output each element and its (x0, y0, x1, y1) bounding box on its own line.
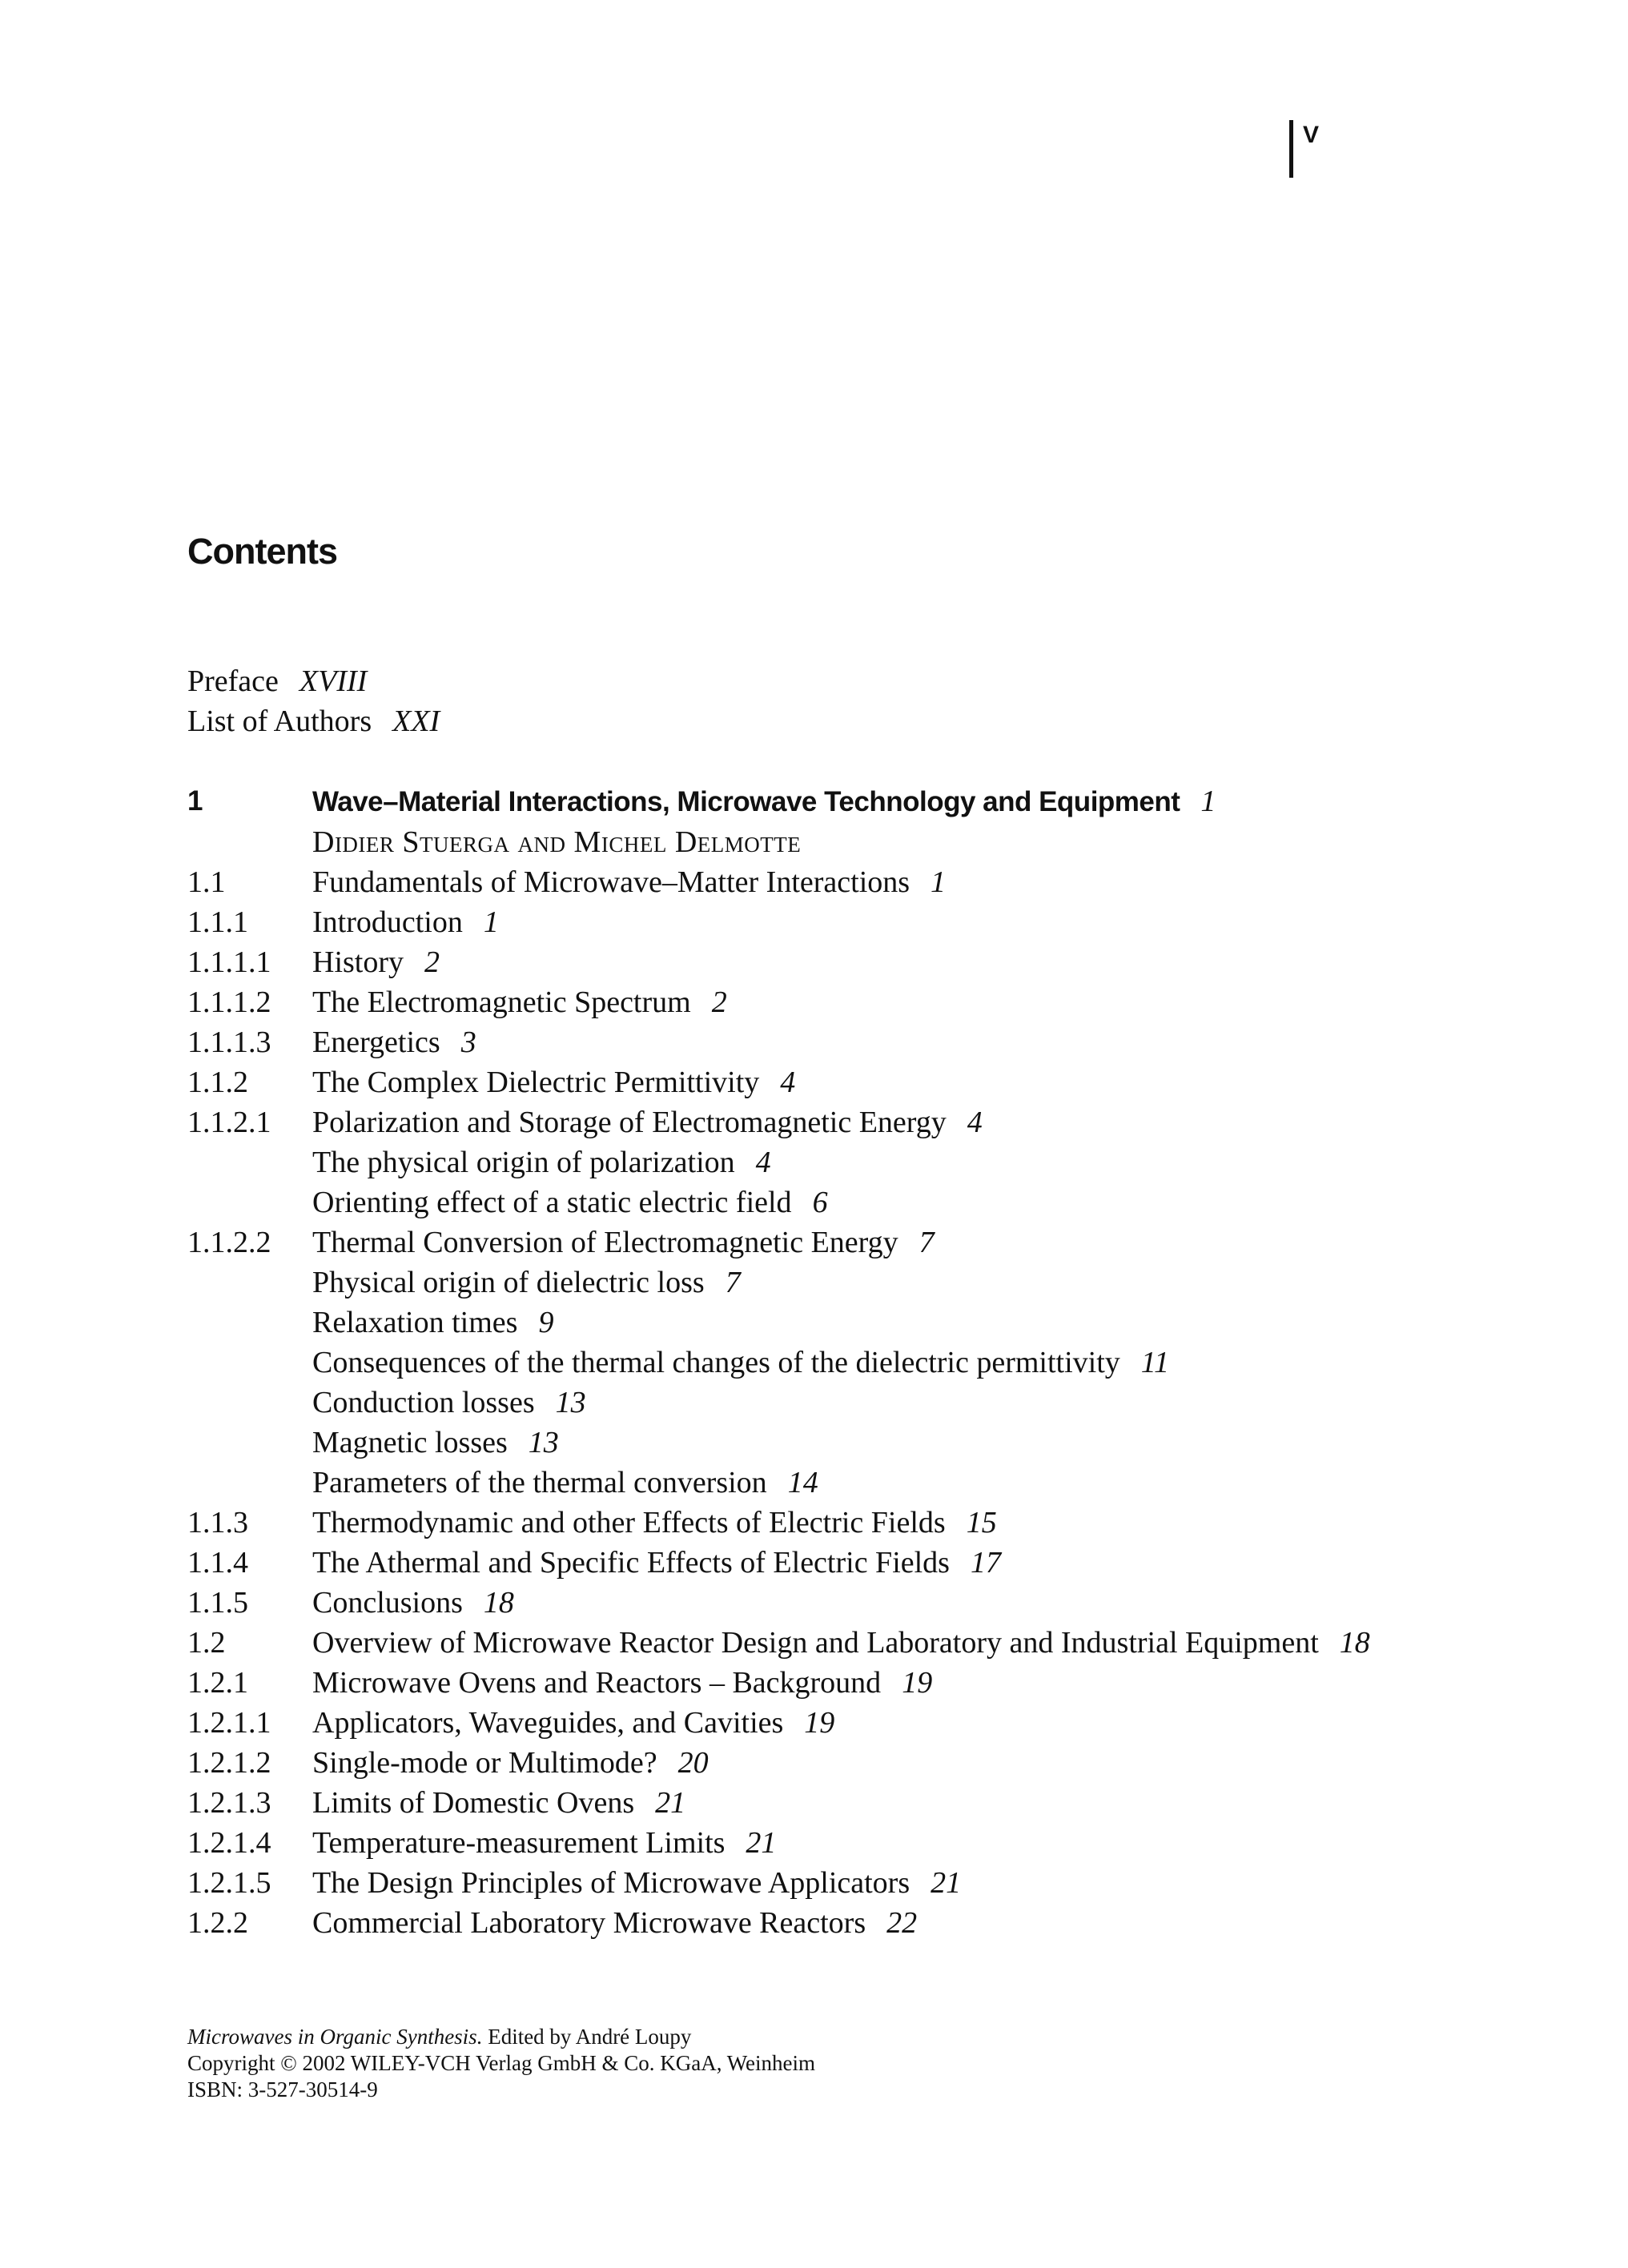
toc-entry-title: The physical origin of polarization (312, 1146, 735, 1179)
footer-isbn: ISBN: 3-527-30514-9 (187, 2077, 378, 2101)
toc-entry-title: Temperature-measurement Limits (312, 1826, 726, 1860)
toc-chapter-heading (187, 781, 1437, 822)
toc-entry-title: Conduction losses (312, 1386, 535, 1419)
toc-entry (187, 1543, 1437, 1583)
toc-entry-body (312, 1142, 1437, 1182)
toc-entry-page: 19 (804, 1706, 835, 1740)
toc-entry-title: Commercial Laboratory Microwave Reactors (312, 1906, 866, 1940)
toc-entry-number (187, 1423, 312, 1463)
toc-entry-number: 1.1.1.1 (187, 945, 271, 979)
toc-entry (187, 1823, 1437, 1863)
toc-entry-page: 15 (966, 1506, 997, 1539)
footer-copyright: Copyright © 2002 WILEY-VCH Verlag GmbH & Co. KGaA, Weinheim (187, 2051, 816, 2075)
toc-entry-title: Limits of Domestic Ovens (312, 1786, 635, 1820)
toc-entry-number: 1.2.1.4 (187, 1826, 271, 1860)
toc-entry-body (312, 1823, 1437, 1863)
toc-entry-page: 9 (538, 1306, 554, 1339)
chapter-heading-body (312, 781, 1437, 822)
toc-entry-title: Introduction (312, 905, 463, 939)
toc-entry (187, 1343, 1437, 1383)
toc-entry-page: 22 (886, 1906, 918, 1940)
toc-entry (187, 942, 1437, 982)
toc-entry (187, 1062, 1437, 1102)
toc-entry (187, 1423, 1437, 1463)
footer-book-line (187, 2024, 815, 2050)
toc-entry-number: 1.1.1 (187, 905, 248, 939)
toc-entry-title: The Electromagnetic Spectrum (312, 985, 691, 1019)
toc-entry-number (187, 1262, 312, 1303)
toc-entry (187, 1022, 1437, 1062)
toc-entry-title: Energetics (312, 1026, 440, 1059)
page-title: Contents (187, 531, 337, 572)
toc-entry-page: 7 (725, 1266, 741, 1299)
page-number: V (1303, 122, 1320, 148)
toc-entry-page: 4 (967, 1106, 983, 1139)
toc-entry-body (312, 1583, 1437, 1623)
toc-entry-body (312, 1022, 1437, 1062)
toc-entry (187, 862, 1437, 902)
toc-front-page: XVIII (299, 664, 368, 698)
toc-entry-body (312, 1463, 1437, 1503)
toc-entry-body (312, 1863, 1437, 1903)
toc-entry-body (312, 1423, 1437, 1463)
authors-spacer (187, 822, 312, 862)
toc-entry-title: Orienting effect of a static electric field (312, 1186, 792, 1219)
toc-entry-body (312, 1182, 1437, 1222)
toc-entry-title: History (312, 945, 404, 979)
toc-entry-body (312, 1102, 1437, 1142)
footer-book-title: Microwaves in Organic Synthesis. (187, 2025, 483, 2049)
toc-entry-page: 18 (1339, 1626, 1370, 1660)
toc-entry-body (312, 1623, 1437, 1663)
toc-entry-page: 11 (1140, 1346, 1169, 1379)
toc-entries (187, 781, 1437, 1943)
toc-entry (187, 1142, 1437, 1182)
toc-entry (187, 1463, 1437, 1503)
toc-entry-page: 20 (677, 1746, 709, 1780)
toc-entry-title: Consequences of the thermal changes of the dielectric permittivity (312, 1346, 1120, 1379)
toc-chapter-authors (187, 822, 1437, 862)
toc-entry-page: 21 (931, 1866, 962, 1900)
toc-front-item-preface (187, 661, 1437, 701)
toc-entry-body (312, 1343, 1437, 1383)
toc-entry-body (312, 1703, 1437, 1743)
toc-entry-page: 4 (755, 1146, 771, 1179)
footer-editor: Edited by André Loupy (488, 2025, 692, 2049)
toc-entry-page: 2 (711, 985, 727, 1019)
toc-entry-number: 1.2.1.1 (187, 1706, 271, 1740)
toc-entry-page: 7 (919, 1226, 935, 1259)
toc-entry-body (312, 1903, 1437, 1943)
chapter-authors: Didier Stuerga and Michel Delmotte (312, 825, 802, 859)
toc-entry-page: 4 (780, 1066, 796, 1099)
toc-entry (187, 1383, 1437, 1423)
toc-entry-page: 21 (655, 1786, 686, 1820)
toc-entry (187, 1222, 1437, 1262)
toc-entry-title: Relaxation times (312, 1306, 518, 1339)
toc-entry-number (187, 1463, 312, 1503)
toc-entry-page: 13 (528, 1426, 559, 1459)
toc-entry-title: Parameters of the thermal conversion (312, 1466, 767, 1499)
toc-entry-number: 1.1.2.2 (187, 1226, 271, 1259)
copyright-footer (187, 2024, 815, 2103)
toc-front-page: XXI (392, 704, 440, 738)
toc-entry-number: 1.1.4 (187, 1546, 248, 1580)
toc-entry-number: 1.1.1.2 (187, 985, 271, 1019)
toc-entry-page: 13 (555, 1386, 586, 1419)
toc-entry (187, 902, 1437, 942)
toc-entry-body (312, 1783, 1437, 1823)
toc-entry (187, 1583, 1437, 1623)
toc-entry-number (187, 1142, 312, 1182)
toc-entry-title: Overview of Microwave Reactor Design and Laboratory and Industrial Equipment (312, 1626, 1319, 1660)
toc-entry-title: The Complex Dielectric Permittivity (312, 1066, 760, 1099)
toc-entry-title: Single-mode or Multimode? (312, 1746, 657, 1780)
toc-entry-page: 6 (812, 1186, 828, 1219)
toc-entry (187, 1863, 1437, 1903)
toc-entry-title: Conclusions (312, 1586, 463, 1620)
toc-entry-number: 1.2.2 (187, 1906, 248, 1940)
page-number-marker (1289, 120, 1319, 178)
toc-entry-body (312, 902, 1437, 942)
toc-entry-body (312, 1383, 1437, 1423)
toc-entry (187, 1303, 1437, 1343)
toc-entry-title: The Design Principles of Microwave Applicators (312, 1866, 910, 1900)
toc-entry-number: 1.1.1.3 (187, 1026, 271, 1059)
toc-entry-number: 1.2.1 (187, 1666, 248, 1700)
toc-entry-page: 1 (483, 905, 499, 939)
toc-entry-body (312, 1543, 1437, 1583)
toc-entry-number: 1.1.3 (187, 1506, 248, 1539)
toc-entry-title: Fundamentals of Microwave–Matter Interactions (312, 865, 910, 899)
toc-entry-body (312, 862, 1437, 902)
toc-entry-number: 1.2.1.3 (187, 1786, 271, 1820)
toc-entry-title: Thermal Conversion of Electromagnetic Energy (312, 1226, 898, 1259)
toc-entry-body (312, 1663, 1437, 1703)
toc-entry (187, 1743, 1437, 1783)
toc-entry-number: 1.1.5 (187, 1586, 248, 1620)
toc-entry-page: 18 (483, 1586, 514, 1620)
toc-entry (187, 1102, 1437, 1142)
chapter-title: Wave–Material Interactions, Microwave Technology and Equipment (312, 786, 1180, 817)
toc-entry-body (312, 1262, 1437, 1303)
toc-entry-body (312, 1743, 1437, 1783)
toc-entry-number: 1.1.2.1 (187, 1106, 271, 1139)
toc-entry-number: 1.2.1.5 (187, 1866, 271, 1900)
toc-front-label: List of Authors (187, 704, 372, 738)
toc-entry-page: 1 (931, 865, 947, 899)
toc-entry (187, 1903, 1437, 1943)
toc-entry (187, 1703, 1437, 1743)
toc-entry-title: Microwave Ovens and Reactors – Background (312, 1666, 882, 1700)
page-number-rule (1289, 120, 1293, 178)
toc-entry (187, 982, 1437, 1022)
toc-entry-title: Physical origin of dielectric loss (312, 1266, 705, 1299)
toc-entry-body (312, 1503, 1437, 1543)
toc-entry-title: The Athermal and Specific Effects of Electric Fields (312, 1546, 950, 1580)
toc-front-item-list-of-authors (187, 701, 1437, 741)
toc-entry-number (187, 1182, 312, 1222)
toc-entry-number (187, 1383, 312, 1423)
toc-entry-title: Polarization and Storage of Electromagnetic Energy (312, 1106, 947, 1139)
toc-entry-page: 17 (970, 1546, 1001, 1580)
chapter-number: 1 (187, 785, 203, 817)
toc-entry (187, 1783, 1437, 1823)
toc-entry-number: 1.1.2 (187, 1066, 248, 1099)
toc-entry-body (312, 942, 1437, 982)
toc-entry-number: 1.2 (187, 1626, 226, 1660)
toc-entry-body (312, 1222, 1437, 1262)
toc-entry-body (312, 982, 1437, 1022)
toc-entry (187, 1663, 1437, 1703)
toc-section-list (187, 862, 1437, 1943)
toc-entry (187, 1623, 1437, 1663)
toc-entry-number: 1.1 (187, 865, 226, 899)
toc-entry-page: 14 (787, 1466, 818, 1499)
toc-front-label: Preface (187, 664, 279, 698)
toc-entry-page: 3 (460, 1026, 476, 1059)
toc-entry (187, 1182, 1437, 1222)
table-of-contents (187, 661, 1437, 1943)
toc-entry-body (312, 1062, 1437, 1102)
toc-entry (187, 1262, 1437, 1303)
chapter-page: 1 (1200, 785, 1216, 818)
toc-entry-title: Thermodynamic and other Effects of Electric Fields (312, 1506, 946, 1539)
toc-entry-body (312, 1303, 1437, 1343)
toc-entry-number (187, 1343, 312, 1383)
toc-entry-title: Magnetic losses (312, 1426, 508, 1459)
toc-entry-number (187, 1303, 312, 1343)
toc-entry-title: Applicators, Waveguides, and Cavities (312, 1706, 784, 1740)
toc-entry-page: 21 (746, 1826, 777, 1860)
toc-entry (187, 1503, 1437, 1543)
toc-entry-number: 1.2.1.2 (187, 1746, 271, 1780)
toc-entry-page: 19 (902, 1666, 933, 1700)
toc-entry-page: 2 (424, 945, 440, 979)
